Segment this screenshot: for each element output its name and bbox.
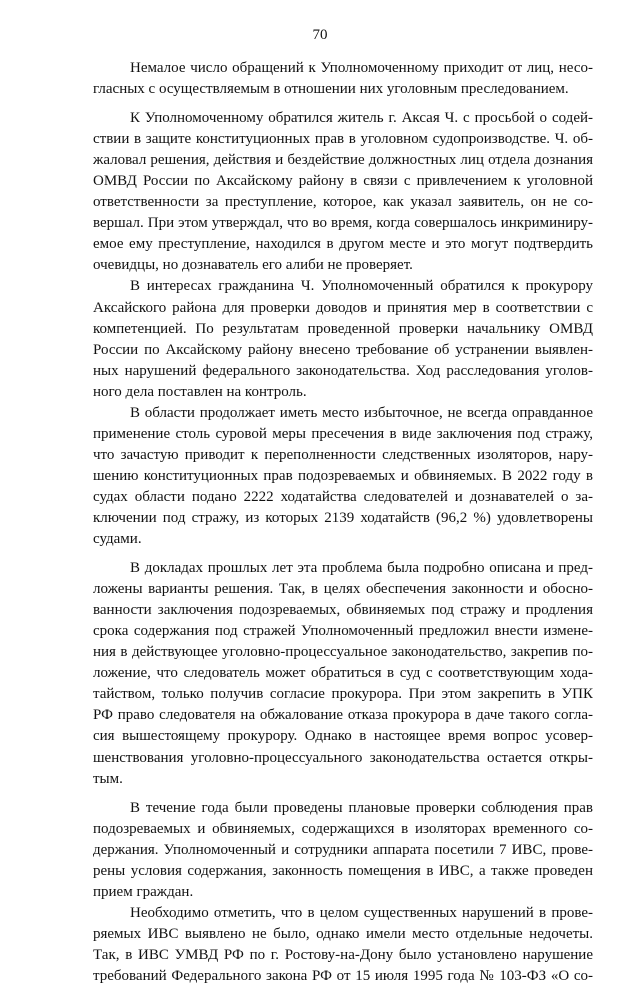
- text-line: России по Аксайскому району внесено требование об устранении выявлен-: [93, 341, 593, 358]
- text-line: В области продолжает иметь место избыточное, не всегда оправданное: [130, 404, 593, 421]
- paragraph: [93, 558, 593, 790]
- paragraph: [93, 58, 593, 100]
- text-line: что зачастую приводит к переполненности следственных изоляторов, нару-: [93, 446, 593, 463]
- text-line: жаловал решения, действия и бездействие должностных лиц отдела дознания: [93, 152, 593, 169]
- text-line: ответственности за преступление, которое, как указал заявитель, он не со-: [93, 194, 593, 211]
- text-line: Необходимо отметить, что в целом существенных нарушений в прове-: [130, 904, 593, 921]
- paragraph: [93, 276, 593, 402]
- text-line: гласных с осуществляемым в отношении них уголовным преследованием.: [93, 81, 569, 98]
- text-line: ОМВД России по Аксайскому району в связи с привлечением к уголовной: [93, 173, 593, 190]
- text-line: подозреваемых и обвиняемых, содержащихся в изоляторах временного со-: [93, 820, 593, 837]
- text-line: Немалое число обращений к Уполномоченному приходит от лиц, несо-: [130, 60, 593, 76]
- text-line: ложение, что следователь может обратиться в суд с соответствующим хода-: [93, 665, 593, 682]
- paragraph: [93, 798, 593, 903]
- text-line: ния в действующее уголовно-процессуальное законодательство, закрепив по-: [93, 644, 593, 661]
- text-line: ствии в защите конституционных прав в уголовном судопроизводстве. Ч. об-: [93, 131, 593, 148]
- text-line: рены условия содержания, законность помещения в ИВС, а также проведен: [93, 862, 593, 879]
- text-line: Аксайского района для проверки доводов и принятия мер в соответствии с: [93, 299, 593, 316]
- text-line: Так, в ИВС УМВД РФ по г. Ростову-на-Дону было установлено нарушение: [93, 946, 593, 963]
- text-line: В течение года были проведены плановые проверки соблюдения прав: [130, 799, 593, 816]
- text-line: тым.: [93, 770, 123, 787]
- text-line: РФ право следователя на обжалование отказа прокурора в даче такого согла-: [93, 707, 593, 724]
- text-line: компетенцией. По результатам проведенной проверки начальнику ОМВД: [93, 320, 593, 337]
- paragraph: [93, 903, 593, 987]
- text-line: требований Федерального закона РФ от 15 июля 1995 года № 103-ФЗ «О со-: [93, 967, 593, 984]
- text-line: сия вышестоящему прокурору. Однако в настоящее время вопрос усовер-: [93, 728, 593, 745]
- text-line: К Уполномоченному обратился житель г. Аксая Ч. с просьбой о содей-: [130, 110, 593, 127]
- text-line: ных нарушений федерального законодательства. Ход расследования уголов-: [93, 362, 593, 379]
- text-line: ного дела поставлен на контроль.: [93, 383, 307, 400]
- text-line: судами.: [93, 531, 142, 548]
- document-body: [93, 58, 593, 987]
- text-line: шенствования уголовно-процессуального законодательства остается откры-: [93, 749, 593, 766]
- text-line: В докладах прошлых лет эта проблема была подробно описана и пред-: [130, 560, 593, 577]
- paragraph: [93, 403, 593, 550]
- text-line: шению конституционных прав подозреваемых и обвиняемых. В 2022 году в: [93, 467, 593, 484]
- text-line: прием граждан.: [93, 883, 194, 900]
- text-line: вершал. При этом утверждал, что во время, когда совершалось инкриминиру-: [93, 215, 593, 232]
- page-number: 70: [312, 27, 328, 43]
- text-line: В интересах гражданина Ч. Уполномоченный обратился к прокурору: [130, 278, 593, 295]
- paragraph: [93, 108, 593, 276]
- text-line: судах области подано 2222 ходатайства следователей и дознавателей о за-: [93, 488, 593, 505]
- text-line: ключении под стражу, из которых 2139 ходатайств (96,2 %) удовлетворены: [93, 509, 593, 526]
- text-line: ряемых ИВС выявлено не было, однако имели место отдельные недочеты.: [93, 925, 593, 942]
- text-line: ванности заключения подозреваемых, обвиняемых под стражу и продления: [93, 602, 593, 619]
- text-line: тайством, только получив согласие прокурора. При этом закрепить в УПК: [93, 686, 593, 703]
- text-line: емое ему преступление, находился в другом месте и это могут подтвердить: [93, 236, 593, 253]
- text-line: держания. Уполномоченный и сотрудники аппарата посетили 7 ИВС, прове-: [93, 841, 593, 858]
- text-line: ложены варианты решения. Так, в целях обеспечения законности и обосно-: [93, 581, 593, 598]
- text-line: срока содержания под стражей Уполномоченный предложил внести измене-: [93, 623, 593, 640]
- text-line: применение столь суровой меры пресечения в виде заключения под стражу,: [93, 425, 593, 442]
- text-line: очевидцы, но дознаватель его алиби не проверяет.: [93, 257, 413, 274]
